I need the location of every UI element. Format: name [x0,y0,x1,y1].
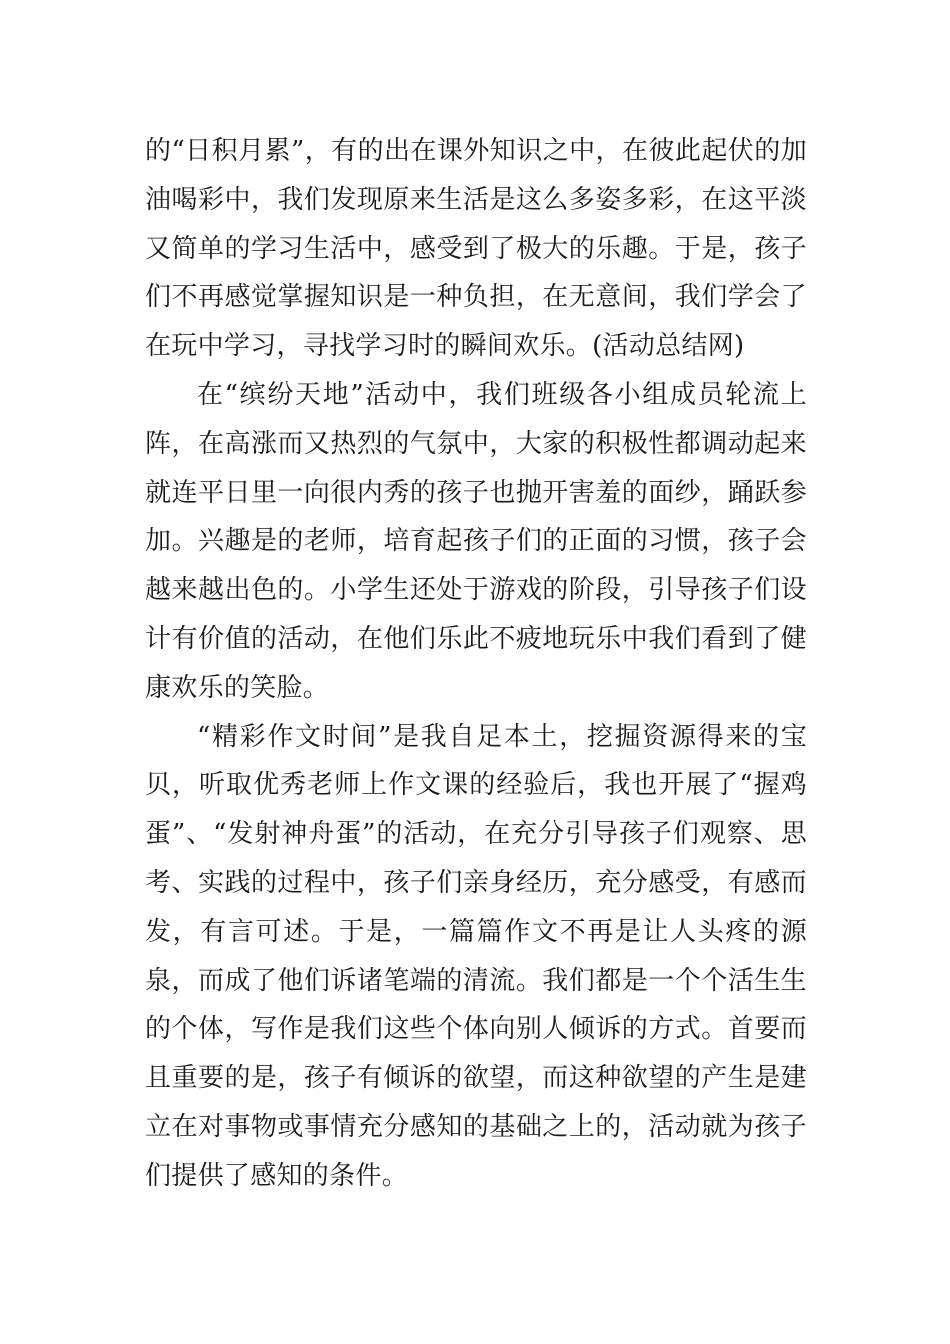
paragraph-1: 的“日积月累”，有的出在课外知识之中，在彼此起伏的加油喝彩中，我们发现原来生活是这么多姿多彩，在这平淡又简单的学习生活中，感受到了极大的乐趣。于是，孩子们不再感觉掌握知识是一种负担，在无意间，我们学会了在玩中学习，寻找学习时的瞬间欢乐。(活动总结网) [145,136,807,362]
paragraph-3: “精彩作文时间”是我自足本土，挖掘资源得来的宝贝，听取优秀老师上作文课的经验后，我也开展了“握鸡蛋”、“发射神舟蛋”的活动，在充分引导孩子们观察、思考、实践的过程中，孩子们亲身经历，充分感受，有感而发，有言可述。于是，一篇篇作文不再是让人头疼的源泉，而成了他们诉诸笔端的清流。我们都是一个个活生生的个体，写作是我们这些个体向别人倾诉的方式。首要而且重要的是，孩子有倾诉的欲望，而这种欲望的产生是建立在对事物或事情充分感知的基础之上的，活动就为孩子们提供了感知的条件。 [145,721,807,1191]
paragraph-2: 在“缤纷天地”活动中，我们班级各小组成员轮流上阵，在高涨而又热烈的气氛中，大家的积极性都调动起来就连平日里一向很内秀的孩子也抛开害羞的面纱，踊跃参加。兴趣是的老师，培育起孩子们的正面的习惯，孩子会越来越出色的。小学生还处于游戏的阶段，引导孩子们设计有价值的活动，在他们乐此不疲地玩乐中我们看到了健康欢乐的笑脸。 [145,379,807,703]
body-text [145,127,807,1201]
